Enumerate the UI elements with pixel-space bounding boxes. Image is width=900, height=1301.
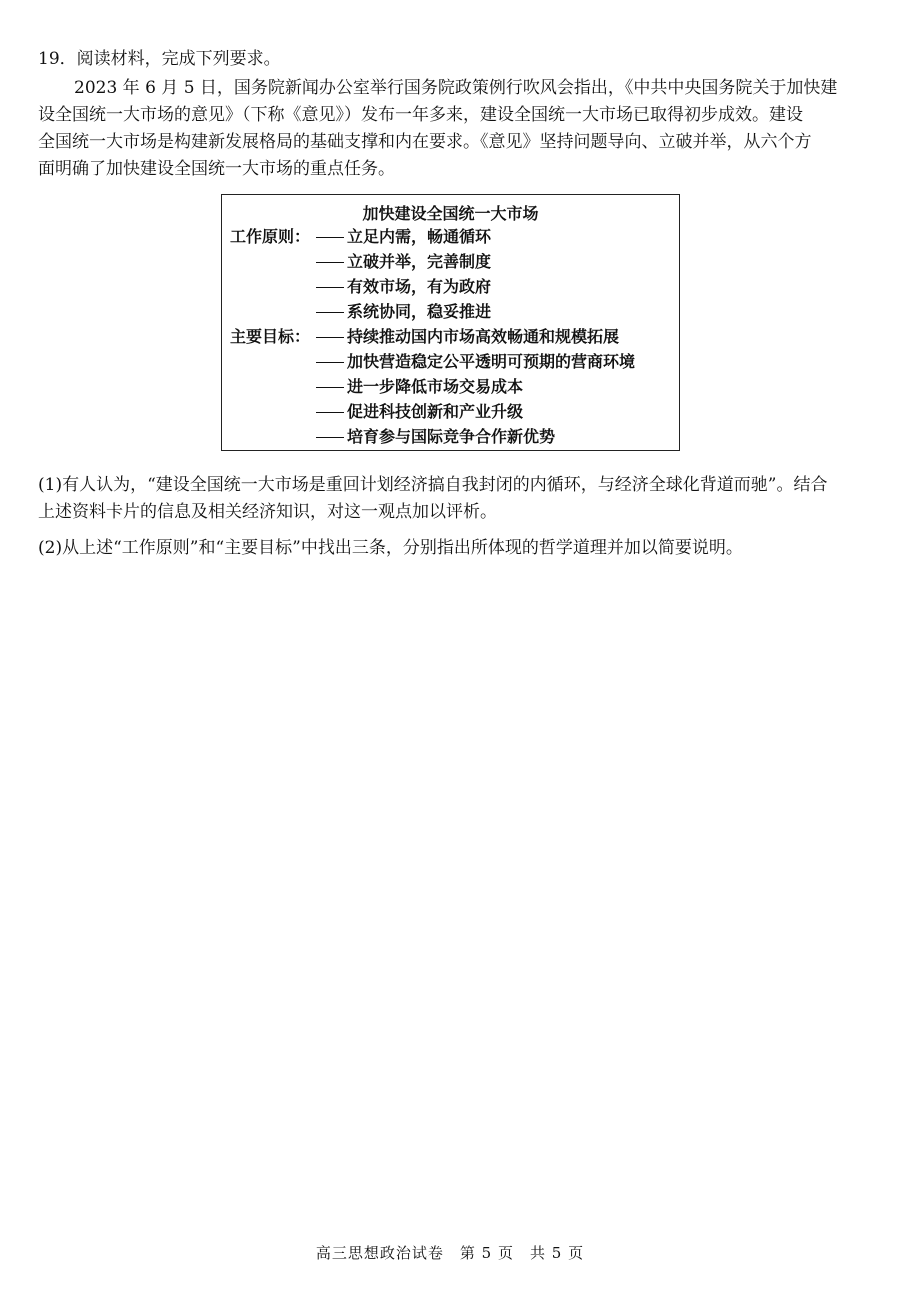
page-footer: 高三思想政治试卷 第 5 页 共 5 页 <box>315 1244 585 1262</box>
principle-item: 系统协同，稳妥推进 <box>347 302 492 321</box>
question-title: 19．阅读材料，完成下列要求。 <box>38 49 281 69</box>
sub-question-1-line-2: 上述资料卡片的信息及相关经济知识，对这一观点加以评析。 <box>38 502 497 522</box>
goal-item: 进一步降低市场交易成本 <box>347 377 524 396</box>
sub-question-2: (2)从上述“工作原则”和“主要目标”中找出三条，分别指出所体现的哲学道理并加以简要说明。 <box>38 538 743 558</box>
material-line-4: 面明确了加快建设全国统一大市场的重点任务。 <box>38 159 395 179</box>
goal-item: 培育参与国际竞争合作新优势 <box>347 427 556 446</box>
principle-item: 立破并举，完善制度 <box>347 252 492 271</box>
dash-icon <box>316 412 344 413</box>
dash-icon <box>316 262 344 263</box>
dash-icon <box>316 437 344 438</box>
goal-row-3 <box>316 377 523 397</box>
goal-row-1 <box>230 327 619 347</box>
dash-icon <box>316 237 344 238</box>
material-line-1: 2023 年 6 月 5 日，国务院新闻办公室举行国务院政策例行吹风会指出，《中共中央国务院关于加快建 <box>74 78 838 98</box>
principle-item: 立足内需，畅通循环 <box>347 227 492 246</box>
material-line-3: 全国统一大市场是构建新发展格局的基础支撑和内在要求。《意见》坚持问题导向、立破并举，从六个方 <box>38 132 812 152</box>
principle-row-2 <box>316 252 491 272</box>
dash-icon <box>316 362 344 363</box>
card-title: 加快建设全国统一大市场 <box>362 204 539 223</box>
goal-item: 持续推动国内市场高效畅通和规模拓展 <box>347 327 620 346</box>
principle-item: 有效市场，有为政府 <box>347 277 492 296</box>
goal-row-2 <box>316 352 635 372</box>
dash-icon <box>316 312 344 313</box>
dash-icon <box>316 387 344 388</box>
material-line-2: 设全国统一大市场的意见》（下称《意见》）发布一年多来，建设全国统一大市场已取得初步成效。建设 <box>38 105 803 125</box>
principle-row-4 <box>316 302 491 322</box>
principle-row-3 <box>316 277 491 297</box>
principle-row-1 <box>230 227 491 247</box>
goals-label: 主要目标： <box>230 327 311 346</box>
goal-item: 加快营造稳定公平透明可预期的营商环境 <box>347 352 636 371</box>
goal-row-4 <box>316 402 523 422</box>
info-card <box>221 194 680 451</box>
goal-row-5 <box>316 427 555 447</box>
sub-question-1-line-1: (1)有人认为，“建设全国统一大市场是重回计划经济搞自我封闭的内循环，与经济全球化背道而驰”。结合 <box>38 475 828 495</box>
dash-icon <box>316 337 344 338</box>
dash-icon <box>316 287 344 288</box>
goal-item: 促进科技创新和产业升级 <box>347 402 524 421</box>
principles-label: 工作原则： <box>230 227 311 246</box>
